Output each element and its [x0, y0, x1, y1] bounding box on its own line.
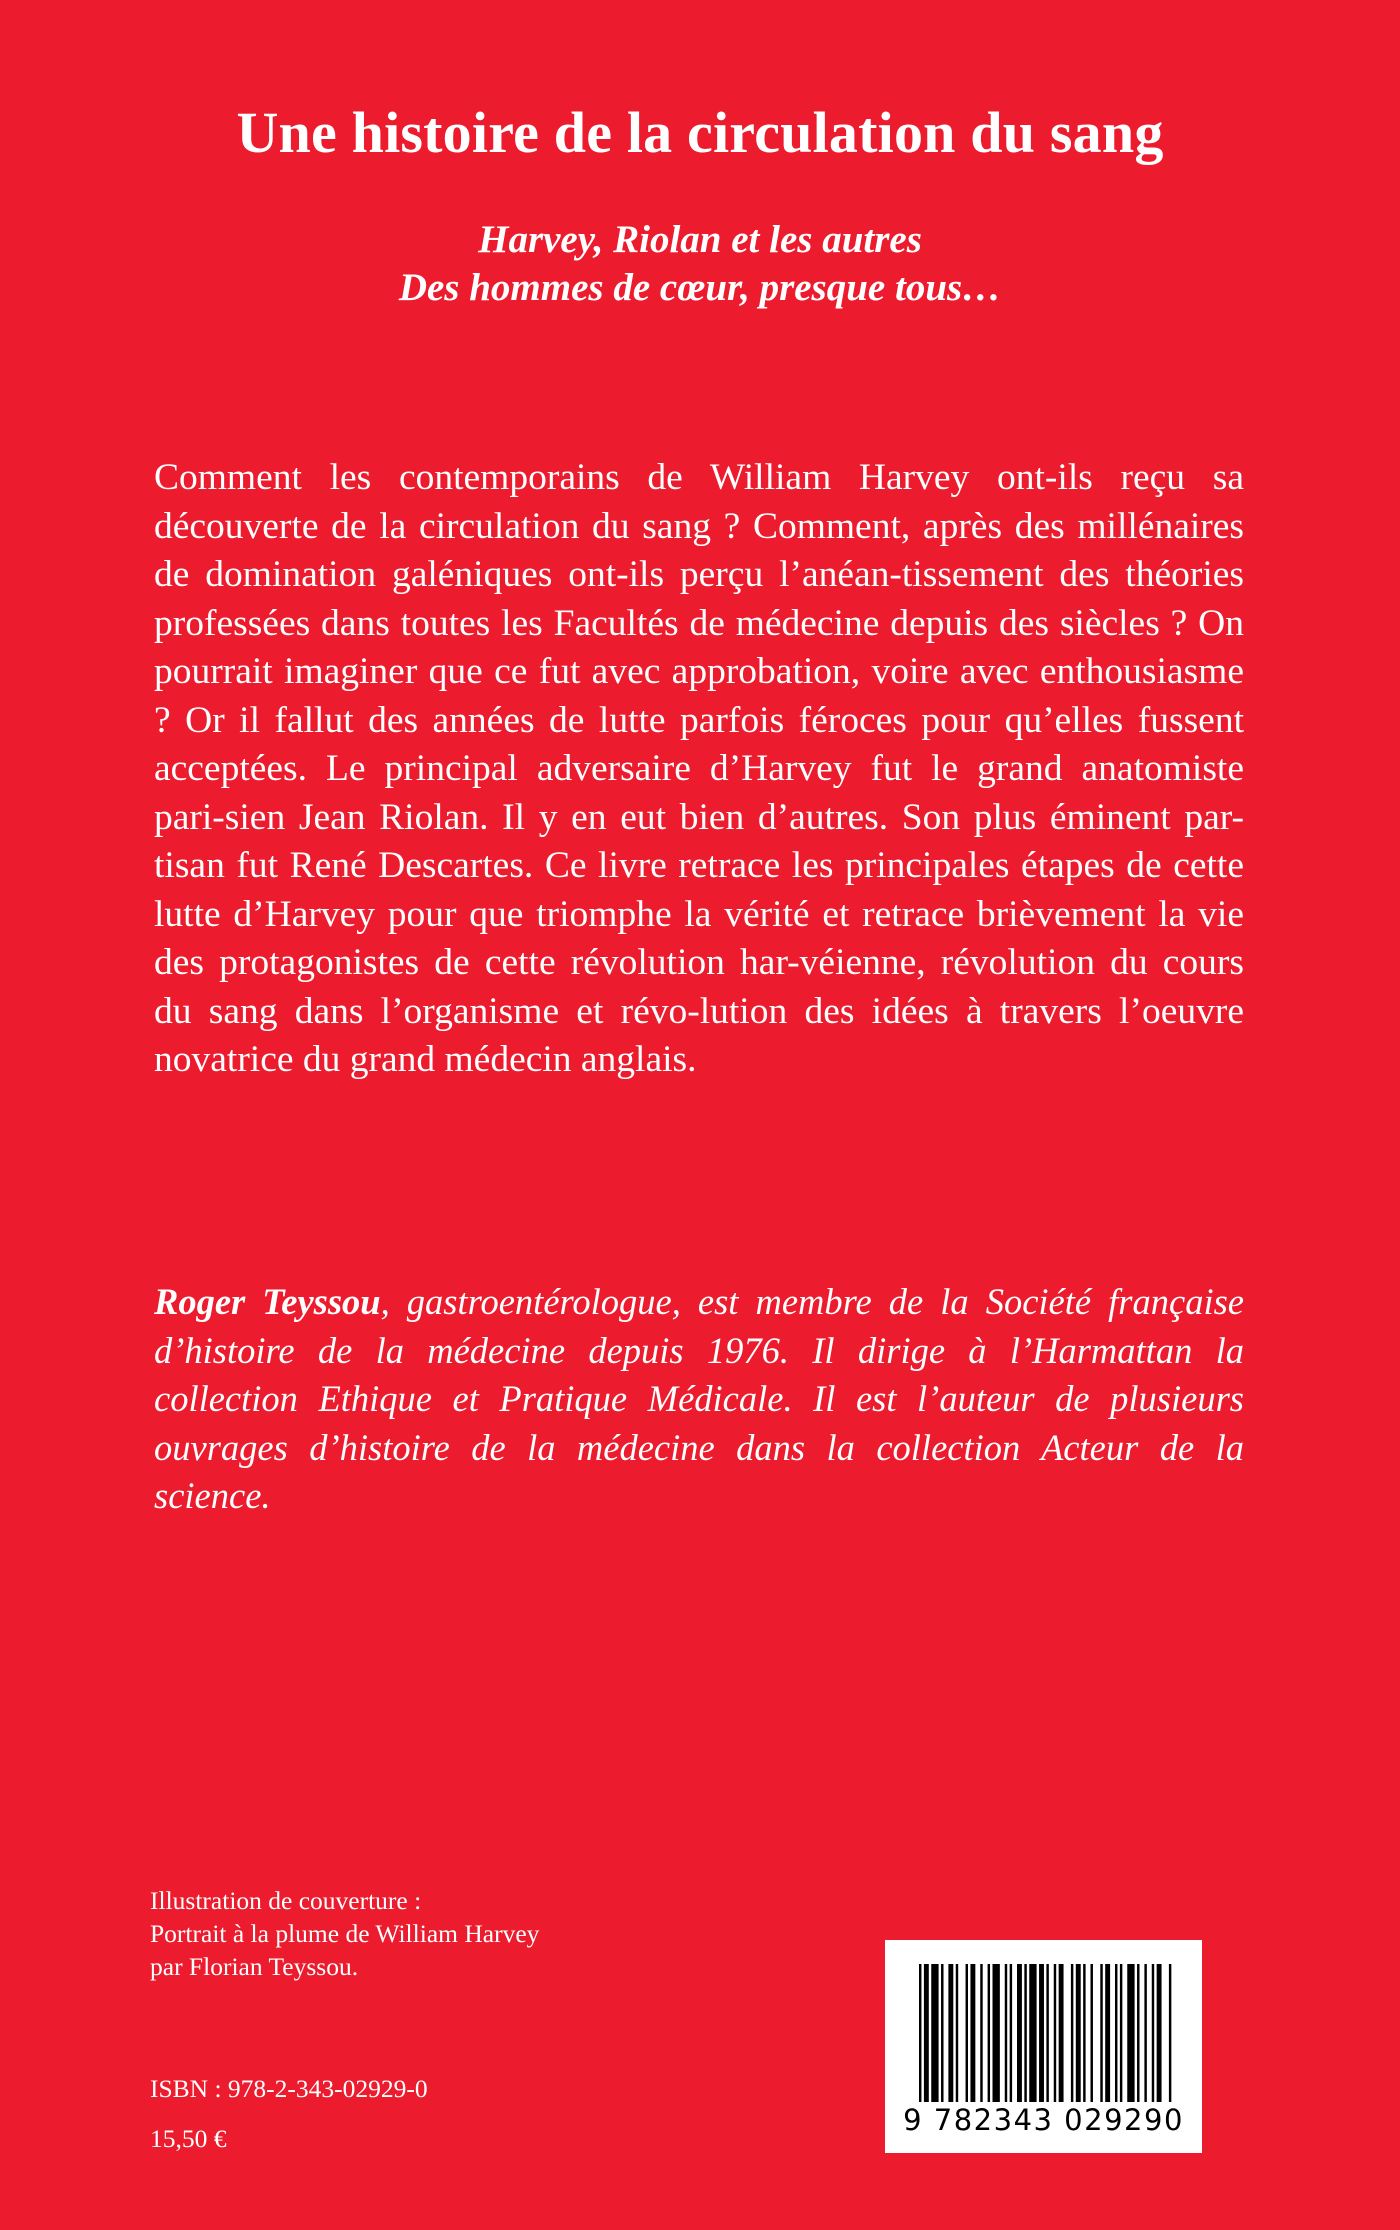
subtitle-line-1: Harvey, Riolan et les autres — [478, 218, 922, 261]
barcode-bar — [1076, 1964, 1081, 2102]
barcode-bar — [993, 1964, 1000, 2102]
barcode-bar — [1091, 1964, 1093, 2102]
barcode-bar — [1029, 1964, 1036, 2102]
barcode-bar — [1169, 1964, 1171, 2102]
credits-line-2: Portrait à la plume de William Harvey — [150, 1919, 540, 1948]
barcode-bar — [941, 1964, 943, 2102]
barcode-bar — [948, 1964, 953, 2102]
barcode-bar — [1127, 1964, 1134, 2102]
barcode-bar — [924, 1964, 929, 2102]
barcode-bar — [1100, 1964, 1102, 2102]
barcode — [885, 1940, 1202, 2153]
barcode-bar — [1071, 1964, 1073, 2102]
barcode-bar — [919, 1964, 921, 2102]
barcode-bar — [1010, 1964, 1012, 2102]
barcode-bar — [1024, 1964, 1026, 2102]
barcode-digits: 9 782343 029290 — [903, 2103, 1184, 2137]
barcode-bar — [1120, 1964, 1122, 2102]
isbn-number: ISBN : 978-2-343-02929-0 — [150, 2074, 428, 2103]
barcode-bar — [1054, 1964, 1056, 2102]
barcode-bar — [1083, 1964, 1085, 2102]
barcode-bar — [956, 1964, 958, 2102]
author-name: Roger Teyssou — [154, 1281, 381, 1322]
barcode-bar — [1059, 1964, 1064, 2102]
barcode-bar — [1137, 1964, 1139, 2102]
book-title: Une histoire de la circulation du sang — [236, 100, 1164, 165]
book-blurb: Comment les contemporains de William Harvey ont-ils reçu sa découverte de la circulation du sang ? Comment, après des millénaires de domination galéniques ont-ils perçu l’anéan-tissement des théories professées dans toutes les Facultés de médecine depuis des siècles ? On pourrait imaginer que ce fut avec approbation, voire avec enthousiasme ? Or il fallut des années de lutte parfois féroces pour qu’elles fussent acceptées. Le principal adversaire d’Harvey fut le grand anatomiste pari-sien Jean Riolan. Il y en eut bien d’autres. Son plus éminent par-tisan fut René Descartes. Ce livre retrace les principales étapes de cette lutte d’Harvey pour que triomphe la vérité et retrace brièvement la vie des protagonistes de cette révolution har-véienne, révolution du cours du sang dans l’organisme et révo-lution des idées à travers l’oeuvre novatrice du grand médecin anglais. — [154, 457, 1244, 1080]
barcode-bar — [966, 1964, 968, 2102]
barcode-bar — [1144, 1964, 1146, 2102]
author-bio — [154, 1278, 1244, 1521]
barcode-bar — [931, 1964, 938, 2102]
illustration-credits — [150, 1884, 539, 1983]
subtitle-line-2: Des hommes de cœur, presque tous… — [398, 266, 1002, 309]
barcode-bar — [1046, 1964, 1048, 2102]
barcode-bar — [1039, 1964, 1044, 2102]
book-subtitle — [0, 216, 1400, 312]
barcode-bar — [970, 1964, 975, 2102]
book-price: 15,50 € — [150, 2124, 227, 2153]
barcode-bar — [1105, 1964, 1110, 2102]
author-bio-text: , gastroentérologue, est membre de la Société française d’histoire de la médecine depuis 1976. Il dirige à l’Harmattan la collection Ethique et Pratique Médicale. Il est l’auteur de plusieurs ouvrages d’histoire de la médecine dans la collection Acteur de la science. — [154, 1281, 1244, 1516]
barcode-bar — [1005, 1964, 1007, 2102]
barcode-bar — [1115, 1964, 1117, 2102]
barcode-bar — [988, 1964, 990, 2102]
barcode-bar — [1157, 1964, 1162, 2102]
credits-line-3: par Florian Teyssou. — [150, 1952, 359, 1981]
barcode-bar — [980, 1964, 982, 2102]
barcode-bar — [1017, 1964, 1022, 2102]
barcode-bar — [1152, 1964, 1154, 2102]
credits-line-1: Illustration de couverture : — [150, 1886, 422, 1915]
